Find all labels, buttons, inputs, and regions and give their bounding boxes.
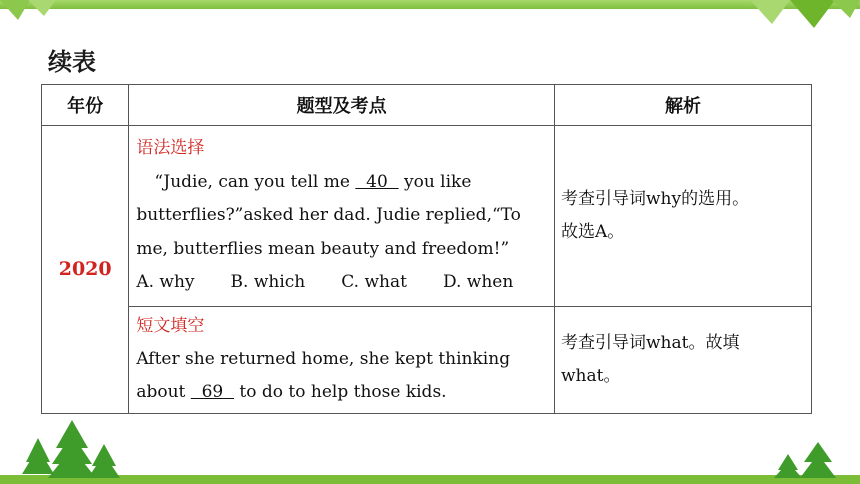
question-line: butterflies?”asked her dad. Judie replied,“To: [136, 205, 521, 225]
top-left-leaf-icon: [0, 0, 70, 26]
page-title: 续表: [48, 48, 96, 76]
option-d: D. when: [442, 272, 514, 292]
header-question-type: 题型及考点: [129, 85, 555, 126]
option-b: B. which: [230, 272, 306, 292]
table-header-row: [42, 85, 812, 126]
year-cell: 2020: [42, 126, 129, 414]
question-cell: [129, 126, 555, 307]
question-type-label: 语法选择: [136, 138, 205, 158]
question-line: me, butterflies mean beauty and freedom!”: [136, 238, 510, 259]
options-line: [136, 266, 548, 300]
answer-blank: 40: [355, 171, 399, 192]
table-row: [42, 126, 812, 307]
question-text: about: [136, 382, 191, 402]
analysis-line: what。: [560, 365, 621, 386]
analysis-line: 故选A。: [560, 221, 625, 242]
header-analysis: 解析: [554, 85, 811, 126]
table-row: [42, 306, 812, 413]
question-text: you like: [398, 171, 472, 192]
pine-trees-left-icon: [20, 418, 120, 478]
question-cell: [129, 306, 555, 413]
analysis-cell: [554, 306, 811, 413]
analysis-cell: [554, 126, 811, 307]
option-c: C. what: [341, 272, 407, 292]
question-type-label: 短文填空: [136, 316, 205, 336]
question-line: [136, 376, 548, 409]
analysis-line: 考查引导词why的选用。: [560, 188, 750, 209]
option-a: A. why: [136, 272, 195, 292]
bottom-decor-bar: [0, 475, 860, 484]
pine-trees-right-icon: [770, 438, 840, 478]
top-decor-bar: [0, 0, 860, 9]
question-line: After she returned home, she kept thinking: [136, 349, 511, 369]
question-text: “Judie, can you tell me: [154, 171, 356, 192]
answer-blank: 69: [190, 382, 235, 402]
exam-table: [41, 84, 812, 414]
header-year: 年份: [42, 85, 129, 126]
top-right-leaf-icon: [740, 0, 860, 30]
question-line: [136, 166, 548, 200]
question-text: to do to help those kids.: [234, 382, 447, 402]
analysis-line: 考查引导词what。故填: [560, 332, 740, 353]
